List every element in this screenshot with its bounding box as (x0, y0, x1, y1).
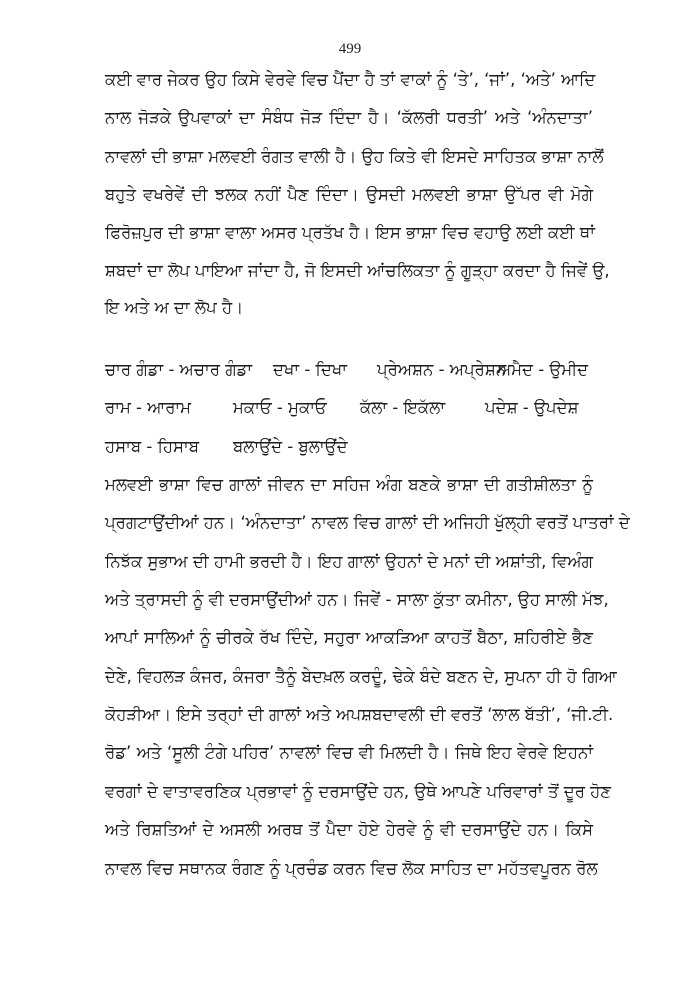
text-line: ਨਾਵਲਾਂ ਦੀ ਭਾਸ਼ਾ ਮਲਵਈ ਰੰਗਤ ਵਾਲੀ ਹੈ। ਉਹ ਕਿਤੇ ਵੀ ਇਸਦੇ ਸਾਹਿਤਕ ਭਾਸ਼ਾ ਨਾਲੋਂ (105, 147, 604, 166)
text-line: ਸ਼ਬਦਾਂ ਦਾ ਲੋਪ ਪਾਇਆ ਜਾਂਦਾ ਹੈ, ਜੋ ਇਸਦੀ ਆਂਚਲਿਕਤਾ ਨੂੰ ਗੂੜ੍ਹਾ ਕਰਦਾ ਹੈ ਜਿਵੇਂ ਉ, (105, 261, 610, 280)
word-pair: ਮਕਾਓ - ਮੁਕਾਓ (233, 398, 327, 417)
word-pair: ਪਦੇਸ਼ - ਉਪਦੇਸ਼ (485, 398, 579, 417)
text-line: ਨਾਵਲ ਵਿਚ ਸਥਾਨਕ ਰੰਗਣ ਨੂੰ ਪ੍ਰਚੰਡ ਕਰਨ ਵਿਚ ਲੋਕ ਸਾਹਿਤ ਦਾ ਮਹੱਤਵਪੂਰਨ ਰੋਲ (105, 859, 598, 878)
text-line: ਵਰਗਾਂ ਦੇ ਵਾਤਾਵਰਣਿਕ ਪ੍ਰਭਾਵਾਂ ਨੂੰ ਦਰਸਾਉਂਦੇ ਹਨ, ਉਥੇ ਆਪਣੇ ਪਰਿਵਾਰਾਂ ਤੋਂ ਦੂਰ ਹੋਣ (105, 782, 612, 801)
text-line: ਇ ਅਤੇ ਅ ਦਾ ਲੋਪ ਹੈ। (105, 298, 244, 317)
word-pair: ਦਖਾ - ਦਿਖਾ (273, 360, 347, 379)
word-pair: ਹਸਾਬ - ਹਿਸਾਬ (105, 437, 200, 456)
word-pair: ਬਲਾਉਂਦੇ - ਬੁਲਾਉਂਦੇ (233, 437, 348, 456)
text-line: ਫਿਰੋਜ਼ਪੁਰ ਦੀ ਭਾਸ਼ਾ ਵਾਲਾ ਅਸਰ ਪ੍ਰਤੱਖ ਹੈ। ਇਸ ਭਾਸ਼ਾ ਵਿਚ ਵਹਾਉ ਲਈ ਕਈ ਥਾਂ (105, 223, 595, 242)
page-number: 499 (338, 41, 362, 57)
text-line: ਆਪਾਂ ਸਾਲਿਆਂ ਨੂੰ ਚੀਰਕੇ ਰੱਖ ਦਿੰਦੇ, ਸਹੁਰਾ ਆਕੜਿਆ ਕਾਹਤੋਂ ਬੈਠਾ, ਸ਼ਹਿਰੀਏ ਭੈਣ (105, 628, 593, 647)
text-line: ਮਲਵਈ ਭਾਸ਼ਾ ਵਿਚ ਗਾਲਾਂ ਜੀਵਨ ਦਾ ਸਹਿਜ ਅੰਗ ਬਣਕੇ ਭਾਸ਼ਾ ਦੀ ਗਤੀਸ਼ੀਲਤਾ ਨੂੰ (105, 475, 593, 494)
word-pair: ਕੱਲਾ - ਇਕੱਲਾ (360, 398, 446, 417)
text-line: ਰੋਡ’ ਅਤੇ ‘ਸੂਲੀ ਟੰਗੇ ਪਹਿਰ’ ਨਾਵਲਾਂ ਵਿਚ ਵੀ ਮਿਲਦੀ ਹੈ। ਜਿਥੇ ਇਹ ਵੇਰਵੇ ਇਹਨਾਂ (105, 743, 593, 762)
text-line: ਕਈ ਵਾਰ ਜੇਕਰ ਉਹ ਕਿਸੇ ਵੇਰਵੇ ਵਿਚ ਪੈਂਦਾ ਹੈ ਤਾਂ ਵਾਕਾਂ ਨੂੰ ‘ਤੇ’, ‘ਜਾਂ’, ‘ਅਤੇ’ ਆਦਿ (105, 70, 596, 89)
word-pair: ਪ੍ਰੇਅਸ਼ਨ - ਅਪ੍ਰੇਸ਼ਨ (377, 360, 507, 379)
word-pair: ਚਾਰ ਗੰਡਾ - ਅਚਾਰ ਗੰਡਾ (105, 360, 253, 379)
text-line: ਨਾਲ ਜੋੜਕੇ ਉਪਵਾਕਾਂ ਦਾ ਸੰਬੰਧ ਜੋੜ ਦਿੰਦਾ ਹੈ। ‘ਕੱਲਰੀ ਧਰਤੀ’ ਅਤੇ ‘ਅੰਨਦਾਤਾ’ (105, 108, 593, 127)
text-line: ਦੇਣੇ, ਵਿਹਲੜ ਕੰਜਰ, ਕੰਜਰਾ ਤੈਨੂੰ ਬੇਦਖ਼ਲ ਕਰਦੂੰ, ਢੇਕੇ ਬੰਦੇ ਬਣਨ ਦੇ, ਸੁਪਨਾ ਹੀ ਹੋ ਗਿਆ (105, 667, 617, 686)
text-line: ਅਤੇ ਰਿਸ਼ਤਿਆਂ ਦੇ ਅਸਲੀ ਅਰਥ ਤੋਂ ਪੈਦਾ ਹੋਏ ਹੇਰਵੇ ਨੂੰ ਵੀ ਦਰਸਾਉਂਦੇ ਹਨ। ਕਿਸੇ (105, 820, 593, 839)
text-line: ਪ੍ਰਗਟਾਉਂਦੀਆਂ ਹਨ। ‘ਅੰਨਦਾਤਾ’ ਨਾਵਲ ਵਿਚ ਗਾਲਾਂ ਦੀ ਅਜਿਹੀ ਖੁੱਲ੍ਹੀ ਵਰਤੋਂ ਪਾਤਰਾਂ ਦੇ (105, 513, 630, 532)
text-line: ਬਹੁਤੇ ਵਖਰੇਵੇਂ ਦੀ ਝਲਕ ਨਹੀਂ ਪੈਣ ਦਿੰਦਾ। ਉਸਦੀ ਮਲਵਈ ਭਾਸ਼ਾ ਉੱਪਰ ਵੀ ਮੋਗੇ (105, 185, 593, 204)
word-pair: ਅਮੈਦ - ਉਮੀਦ (497, 360, 589, 379)
text-line: ਕੋਹੜੀਆ। ਇਸੇ ਤਰ੍ਹਾਂ ਦੀ ਗਾਲਾਂ ਅਤੇ ਅਪਸ਼ਬਦਾਵਲੀ ਦੀ ਵਰਤੋਂ ‘ਲਾਲ ਬੱਤੀ’, ‘ਜੀ.ਟੀ. (105, 705, 614, 724)
word-pair: ਰਾਮ - ਆਰਾਮ (105, 398, 192, 417)
text-line: ਅਤੇ ਤ੍ਰਾਸਦੀ ਨੂੰ ਵੀ ਦਰਸਾਉਂਦੀਆਂ ਹਨ। ਜਿਵੇਂ - ਸਾਲਾ ਕੁੱਤਾ ਕਮੀਨਾ, ਉਹ ਸਾਲੀ ਮੱਝ, (105, 590, 609, 609)
text-line: ਨਿਝੱਕ ਸੁਭਾਅ ਦੀ ਹਾਮੀ ਭਰਦੀ ਹੈ। ਇਹ ਗਾਲਾਂ ਉਹਨਾਂ ਦੇ ਮਨਾਂ ਦੀ ਅਸ਼ਾਂਤੀ, ਵਿਅੰਗ (105, 552, 593, 571)
